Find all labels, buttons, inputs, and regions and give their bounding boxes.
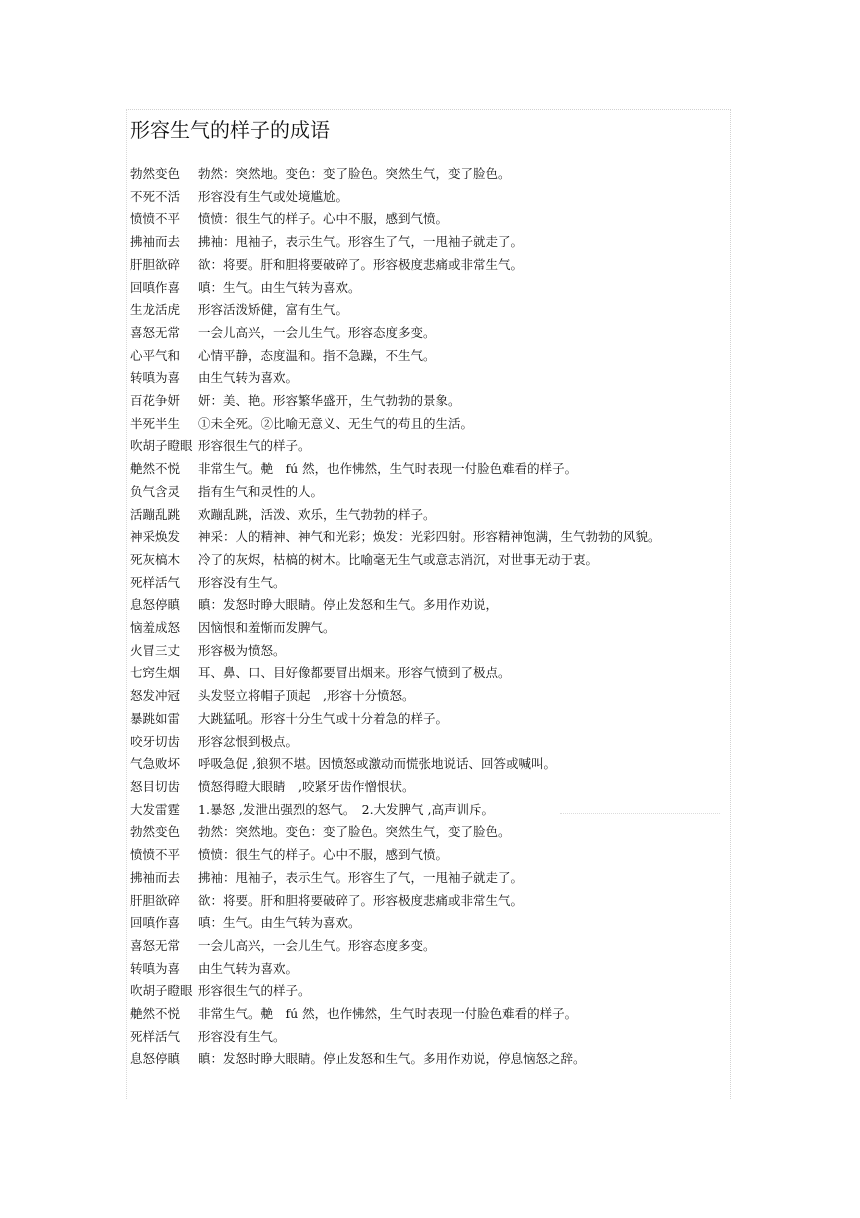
idiom-term: 七窍生烟 (130, 665, 181, 681)
idiom-entry (130, 617, 690, 640)
idiom-term: 咬牙切齿 (130, 733, 181, 749)
idiom-term: 不死不活 (130, 188, 181, 204)
idiom-term: 拂袖而去 (130, 234, 181, 250)
idiom-term: 暴跳如雷 (130, 710, 181, 726)
idiom-definition: 愤愤：很生气的样子。心中不服，感到气愤。 (198, 847, 449, 863)
idiom-entry (130, 390, 690, 413)
idiom-term: 息怒停瞋 (130, 1051, 181, 1067)
idiom-term: 心平气和 (130, 347, 181, 363)
idiom-definition: 形容没有生气。 (198, 1028, 286, 1044)
idiom-definition: 1.暴怒 ,发泄出强烈的怒气。 2.大发脾气 ,高声训斥。 (198, 801, 494, 817)
idiom-entry (130, 958, 690, 981)
idiom-entry (130, 685, 690, 708)
idiom-definition: 呼吸急促 ,狼狈不堪。因愤怒或激动而慌张地说话、回答或喊叫。 (198, 756, 556, 772)
idiom-definition: 欢蹦乱跳，活泼、欢乐，生气勃勃的样子。 (198, 506, 436, 522)
idiom-term: 愤愤不平 (130, 847, 181, 863)
idiom-entry (130, 1003, 690, 1026)
idiom-entry (130, 1026, 690, 1049)
idiom-definition: 形容没有生气。 (198, 574, 286, 590)
idiom-term: 勃然变色 (130, 824, 181, 840)
idiom-definition: 大跳猛吼。形容十分生气或十分着急的样子。 (198, 710, 449, 726)
idiom-term: 肝胆欲碎 (130, 892, 181, 908)
idiom-entry (130, 413, 690, 436)
idiom-entry (130, 526, 690, 549)
idiom-term: 愤愤不平 (130, 211, 181, 227)
idiom-term: 生龙活虎 (130, 302, 181, 318)
idiom-term: 死灰槁木 (130, 551, 181, 567)
idiom-list (130, 163, 690, 1071)
idiom-definition: 形容很生气的样子。 (198, 438, 311, 454)
idiom-definition: 由生气转为喜欢。 (198, 370, 299, 386)
idiom-entry (130, 435, 690, 458)
idiom-definition: 瞋：发怒时睁大眼睛。停止发怒和生气。多用作劝说， (198, 597, 499, 613)
idiom-entry (130, 640, 690, 663)
idiom-entry (130, 254, 690, 277)
idiom-term: 吹胡子瞪眼 (130, 438, 193, 454)
idiom-term: 转嗔为喜 (130, 370, 181, 386)
idiom-entry (130, 980, 690, 1003)
idiom-term: 怒目切齿 (130, 778, 181, 794)
idiom-term: 拂袖而去 (130, 869, 181, 885)
idiom-definition: 形容没有生气或处境尴尬。 (198, 188, 349, 204)
idiom-entry (130, 799, 690, 822)
idiom-definition: 神采：人的精神、神气和光彩；焕发：光彩四射。形容精神饱满，生气勃勃的风貌。 (198, 529, 661, 545)
idiom-definition: 愤怒得瞪大眼睛 ,咬紧牙齿作憎恨状。 (198, 778, 415, 794)
idiom-term: 转嗔为喜 (130, 960, 181, 976)
idiom-definition: 嗔：生气。由生气转为喜欢。 (198, 915, 361, 931)
idiom-definition: 耳、鼻、口、目好像都要冒出烟来。形容气愤到了极点。 (198, 665, 511, 681)
idiom-definition: 瞋：发怒时睁大眼睛。停止发怒和生气。多用作劝说，停息恼怒之辞。 (198, 1051, 586, 1067)
idiom-term: 艴然不悦 (130, 1006, 181, 1022)
idiom-definition: 一会儿高兴，一会儿生气。形容态度多变。 (198, 324, 436, 340)
idiom-definition: 非常生气。艴 fú 然，也作怫然，生气时表现一付脸色难看的样子。 (198, 1006, 578, 1022)
idiom-entry (130, 186, 690, 209)
idiom-definition: 勃然：突然地。变色：变了脸色。突然生气，变了脸色。 (198, 166, 511, 181)
idiom-definition: 形容很生气的样子。 (198, 983, 311, 999)
idiom-definition: 拂袖：甩袖子，表示生气。形容生了气，一甩袖子就走了。 (198, 234, 524, 250)
idiom-definition: 愤愤：很生气的样子。心中不服，感到气愤。 (198, 211, 449, 227)
idiom-definition: 形容忿恨到极点。 (198, 733, 299, 749)
idiom-definition: 因恼恨和羞惭而发脾气。 (198, 620, 336, 636)
idiom-term: 恼羞成怒 (130, 620, 181, 636)
idiom-entry (130, 208, 690, 231)
idiom-entry (130, 322, 690, 345)
idiom-entry (130, 890, 690, 913)
idiom-definition: 指有生气和灵性的人。 (198, 483, 324, 499)
idiom-entry (130, 844, 690, 867)
idiom-definition: 头发竖立将帽子顶起 ,形容十分愤怒。 (198, 688, 415, 704)
page-frame-top-border (126, 109, 731, 110)
page-frame-right-border (730, 109, 731, 1099)
idiom-entry (130, 731, 690, 754)
idiom-term: 火冒三丈 (130, 642, 181, 658)
idiom-entry (130, 458, 690, 481)
idiom-definition: 妍：美、艳。形容繁华盛开，生气勃勃的景象。 (198, 393, 461, 409)
page-frame-left-border (126, 109, 127, 1099)
idiom-entry (130, 594, 690, 617)
idiom-definition: 勃然：突然地。变色：变了脸色。突然生气，变了脸色。 (198, 824, 511, 840)
idiom-term: 回嗔作喜 (130, 915, 181, 931)
idiom-term: 艴然不悦 (130, 461, 181, 477)
idiom-term: 死样活气 (130, 574, 181, 590)
idiom-term: 回嗔作喜 (130, 279, 181, 295)
idiom-entry (130, 299, 690, 322)
idiom-entry (130, 1048, 690, 1071)
idiom-entry (130, 549, 690, 572)
idiom-term: 死样活气 (130, 1028, 181, 1044)
idiom-entry (130, 367, 690, 390)
idiom-term: 喜怒无常 (130, 937, 181, 953)
idiom-entry (130, 821, 690, 844)
idiom-definition: 由生气转为喜欢。 (198, 960, 299, 976)
idiom-entry (130, 776, 690, 799)
idiom-definition: 欲：将要。肝和胆将要破碎了。形容极度悲痛或非常生气。 (198, 892, 524, 908)
idiom-entry (130, 753, 690, 776)
idiom-term: 百花争妍 (130, 393, 181, 409)
idiom-term: 半死半生 (130, 415, 181, 431)
idiom-entry (130, 572, 690, 595)
document-title: 形容生气的样子的成语 (130, 118, 330, 142)
idiom-entry (130, 912, 690, 935)
idiom-term: 神采焕发 (130, 529, 181, 545)
idiom-entry (130, 481, 690, 504)
idiom-definition: 拂袖：甩袖子，表示生气。形容生了气，一甩袖子就走了。 (198, 869, 524, 885)
idiom-term: 怒发冲冠 (130, 688, 181, 704)
idiom-entry (130, 867, 690, 890)
idiom-definition: 欲：将要。肝和胆将要破碎了。形容极度悲痛或非常生气。 (198, 256, 524, 272)
idiom-definition: ①未全死。②比喻无意义、无生气的苟且的生活。 (198, 415, 474, 431)
idiom-entry (130, 504, 690, 527)
idiom-entry (130, 277, 690, 300)
idiom-entry (130, 662, 690, 685)
idiom-term: 肝胆欲碎 (130, 256, 181, 272)
idiom-definition: 一会儿高兴，一会儿生气。形容态度多变。 (198, 937, 436, 953)
idiom-term: 息怒停瞋 (130, 597, 181, 613)
idiom-entry (130, 935, 690, 958)
idiom-definition: 心情平静，态度温和。指不急躁，不生气。 (198, 347, 436, 363)
idiom-definition: 形容活泼矫健，富有生气。 (198, 302, 349, 318)
idiom-entry (130, 708, 690, 731)
idiom-term: 勃然变色 (130, 166, 181, 181)
idiom-definition: 形容极为愤怒。 (198, 642, 286, 658)
idiom-entry (130, 163, 690, 186)
idiom-term: 气急败坏 (130, 756, 181, 772)
idiom-entry (130, 231, 690, 254)
idiom-definition: 冷了的灰烬，枯槁的树木。比喻毫无生气或意志消沉，对世事无动于衷。 (198, 551, 599, 567)
idiom-term: 活蹦乱跳 (130, 506, 181, 522)
idiom-definition: 非常生气。艴 fú 然，也作怫然，生气时表现一付脸色难看的样子。 (198, 461, 578, 477)
idiom-term: 吹胡子瞪眼 (130, 983, 193, 999)
idiom-entry (130, 345, 690, 368)
idiom-term: 负气含灵 (130, 483, 181, 499)
idiom-term: 大发雷霆 (130, 801, 181, 817)
idiom-term: 喜怒无常 (130, 324, 181, 340)
idiom-definition: 嗔：生气。由生气转为喜欢。 (198, 279, 361, 295)
